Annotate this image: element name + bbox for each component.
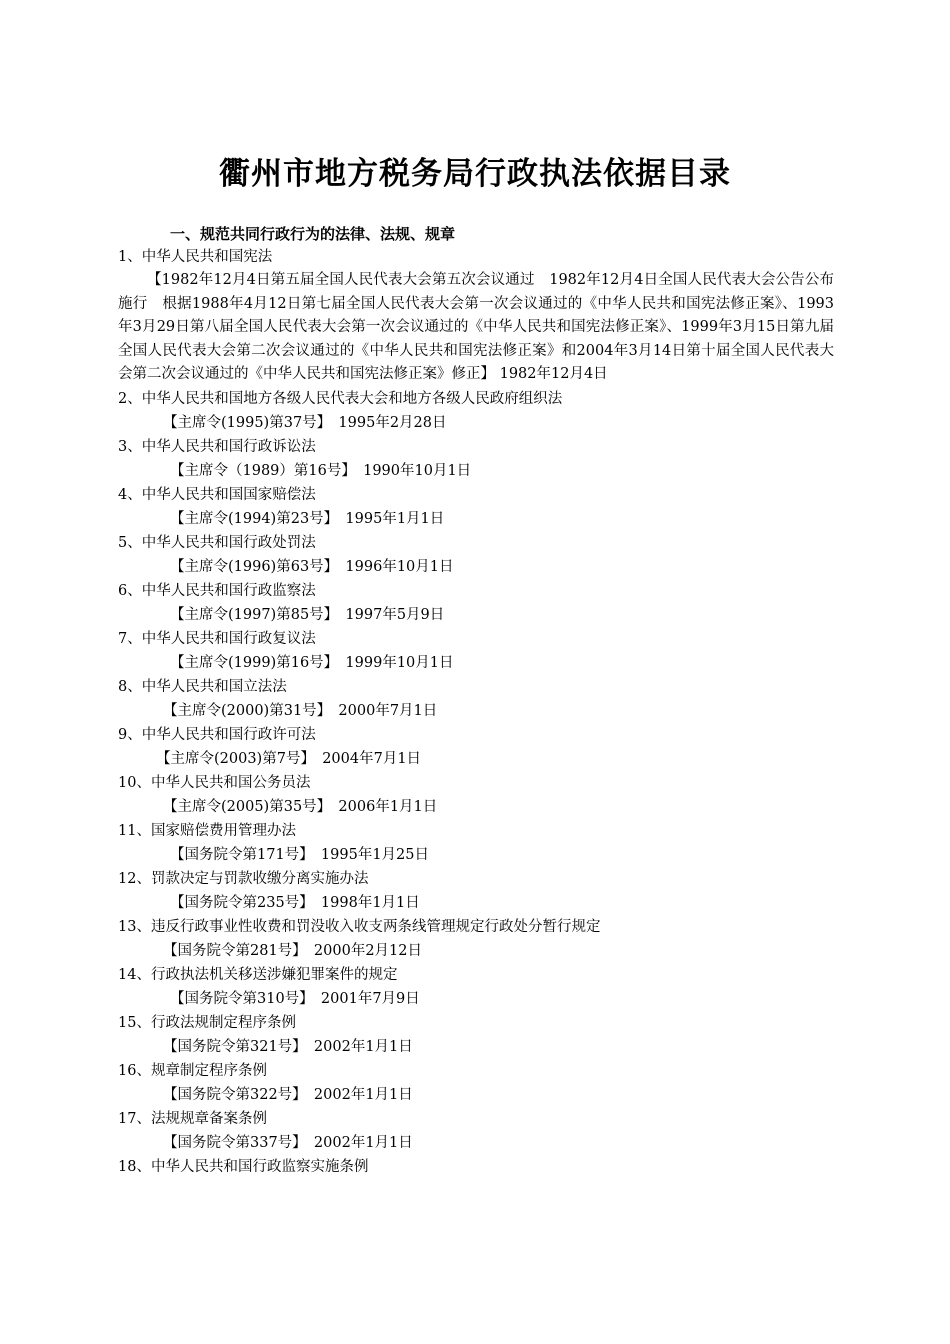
list-item-note: 【国务院令第171号】 1995年1月25日 (170, 846, 430, 863)
list-item-label: 1、中华人民共和国宪法 (118, 249, 273, 265)
list-item-label: 18、中华人民共和国行政监察实施条例 (118, 1158, 369, 1175)
list-item-note: 【1982年12月4日第五届全国人民代表大会第五次会议通过 1982年12月4日全国人民代表大会公告公布施行 根据1988年4月12日第七届全国人民代表大会第一次会议通过的《中华人民共和国宪法修正案》、1993年3月29日第八届全国人民代表大会第一次会议通过的《中华人民共和国宪法修正案》、1999年3月15日第九届全国人民代表大会第二次会议通过的《中华人民共和国宪法修正案》和2004年3月14日第十届全国人民代表大会第二次会议通过的《中华人民共和国宪法修正案》修正】 1982年12月4日 (118, 272, 834, 383)
page-title: 衢州市地方税务局行政执法依据目录 (219, 156, 731, 192)
list-item-note: 【主席令(1999)第16号】 1999年10月1日 (170, 654, 454, 671)
list-item-label: 11、国家赔偿费用管理办法 (118, 822, 296, 839)
list-item-label: 7、中华人民共和国行政复议法 (118, 630, 316, 647)
list-item-note: 【国务院令第310号】 2001年7月9日 (170, 990, 420, 1007)
list-item-note: 【国务院令第281号】 2000年2月12日 (163, 942, 423, 959)
list-item-note: 【国务院令第321号】 2002年1月1日 (163, 1038, 413, 1055)
list-item-label: 6、中华人民共和国行政监察法 (118, 582, 316, 599)
list-item-label: 3、中华人民共和国行政诉讼法 (118, 438, 316, 455)
list-item-label: 13、违反行政事业性收费和罚没收入收支两条线管理规定行政处分暂行规定 (118, 918, 601, 935)
list-item-label: 2、中华人民共和国地方各级人民代表大会和地方各级人民政府组织法 (118, 390, 563, 407)
list-item-note: 【主席令(2000)第31号】 2000年7月1日 (163, 702, 438, 719)
list-item-note: 【主席令(1997)第85号】 1997年5月9日 (170, 606, 445, 623)
list-item-note: 【主席令(1994)第23号】 1995年1月1日 (170, 510, 445, 527)
list-item-note: 【主席令（1989）第16号】 1990年10月1日 (170, 462, 472, 479)
document-body (118, 245, 834, 1179)
list-item-note: 【国务院令第235号】 1998年1月1日 (170, 894, 420, 911)
list-item-note: 【主席令(2005)第35号】 2006年1月1日 (163, 798, 438, 815)
section-heading: 一、规范共同行政行为的法律、法规、规章 (170, 225, 456, 243)
list-item-label: 9、中华人民共和国行政许可法 (118, 726, 316, 743)
list-item-label: 15、行政法规制定程序条例 (118, 1014, 296, 1031)
list-item-label: 12、罚款决定与罚款收缴分离实施办法 (118, 870, 369, 887)
list-item-label: 10、中华人民共和国公务员法 (118, 774, 311, 791)
list-item-label: 17、法规规章备案条例 (118, 1110, 267, 1127)
list-item-label: 16、规章制定程序条例 (118, 1062, 267, 1079)
list-item-note: 【主席令(1995)第37号】 1995年2月28日 (163, 414, 447, 431)
list-item-label: 8、中华人民共和国立法法 (118, 678, 287, 695)
list-item-label: 5、中华人民共和国行政处罚法 (118, 534, 316, 551)
list-item-label: 14、行政执法机关移送涉嫌犯罪案件的规定 (118, 966, 398, 983)
list-item-note: 【国务院令第337号】 2002年1月1日 (163, 1134, 413, 1151)
list-item-note: 【主席令(1996)第63号】 1996年10月1日 (170, 558, 454, 575)
list-item-note: 【主席令(2003)第7号】 2004年7月1日 (156, 750, 422, 767)
list-item-label: 4、中华人民共和国国家赔偿法 (118, 486, 316, 503)
list-item-note: 【国务院令第322号】 2002年1月1日 (163, 1086, 413, 1103)
